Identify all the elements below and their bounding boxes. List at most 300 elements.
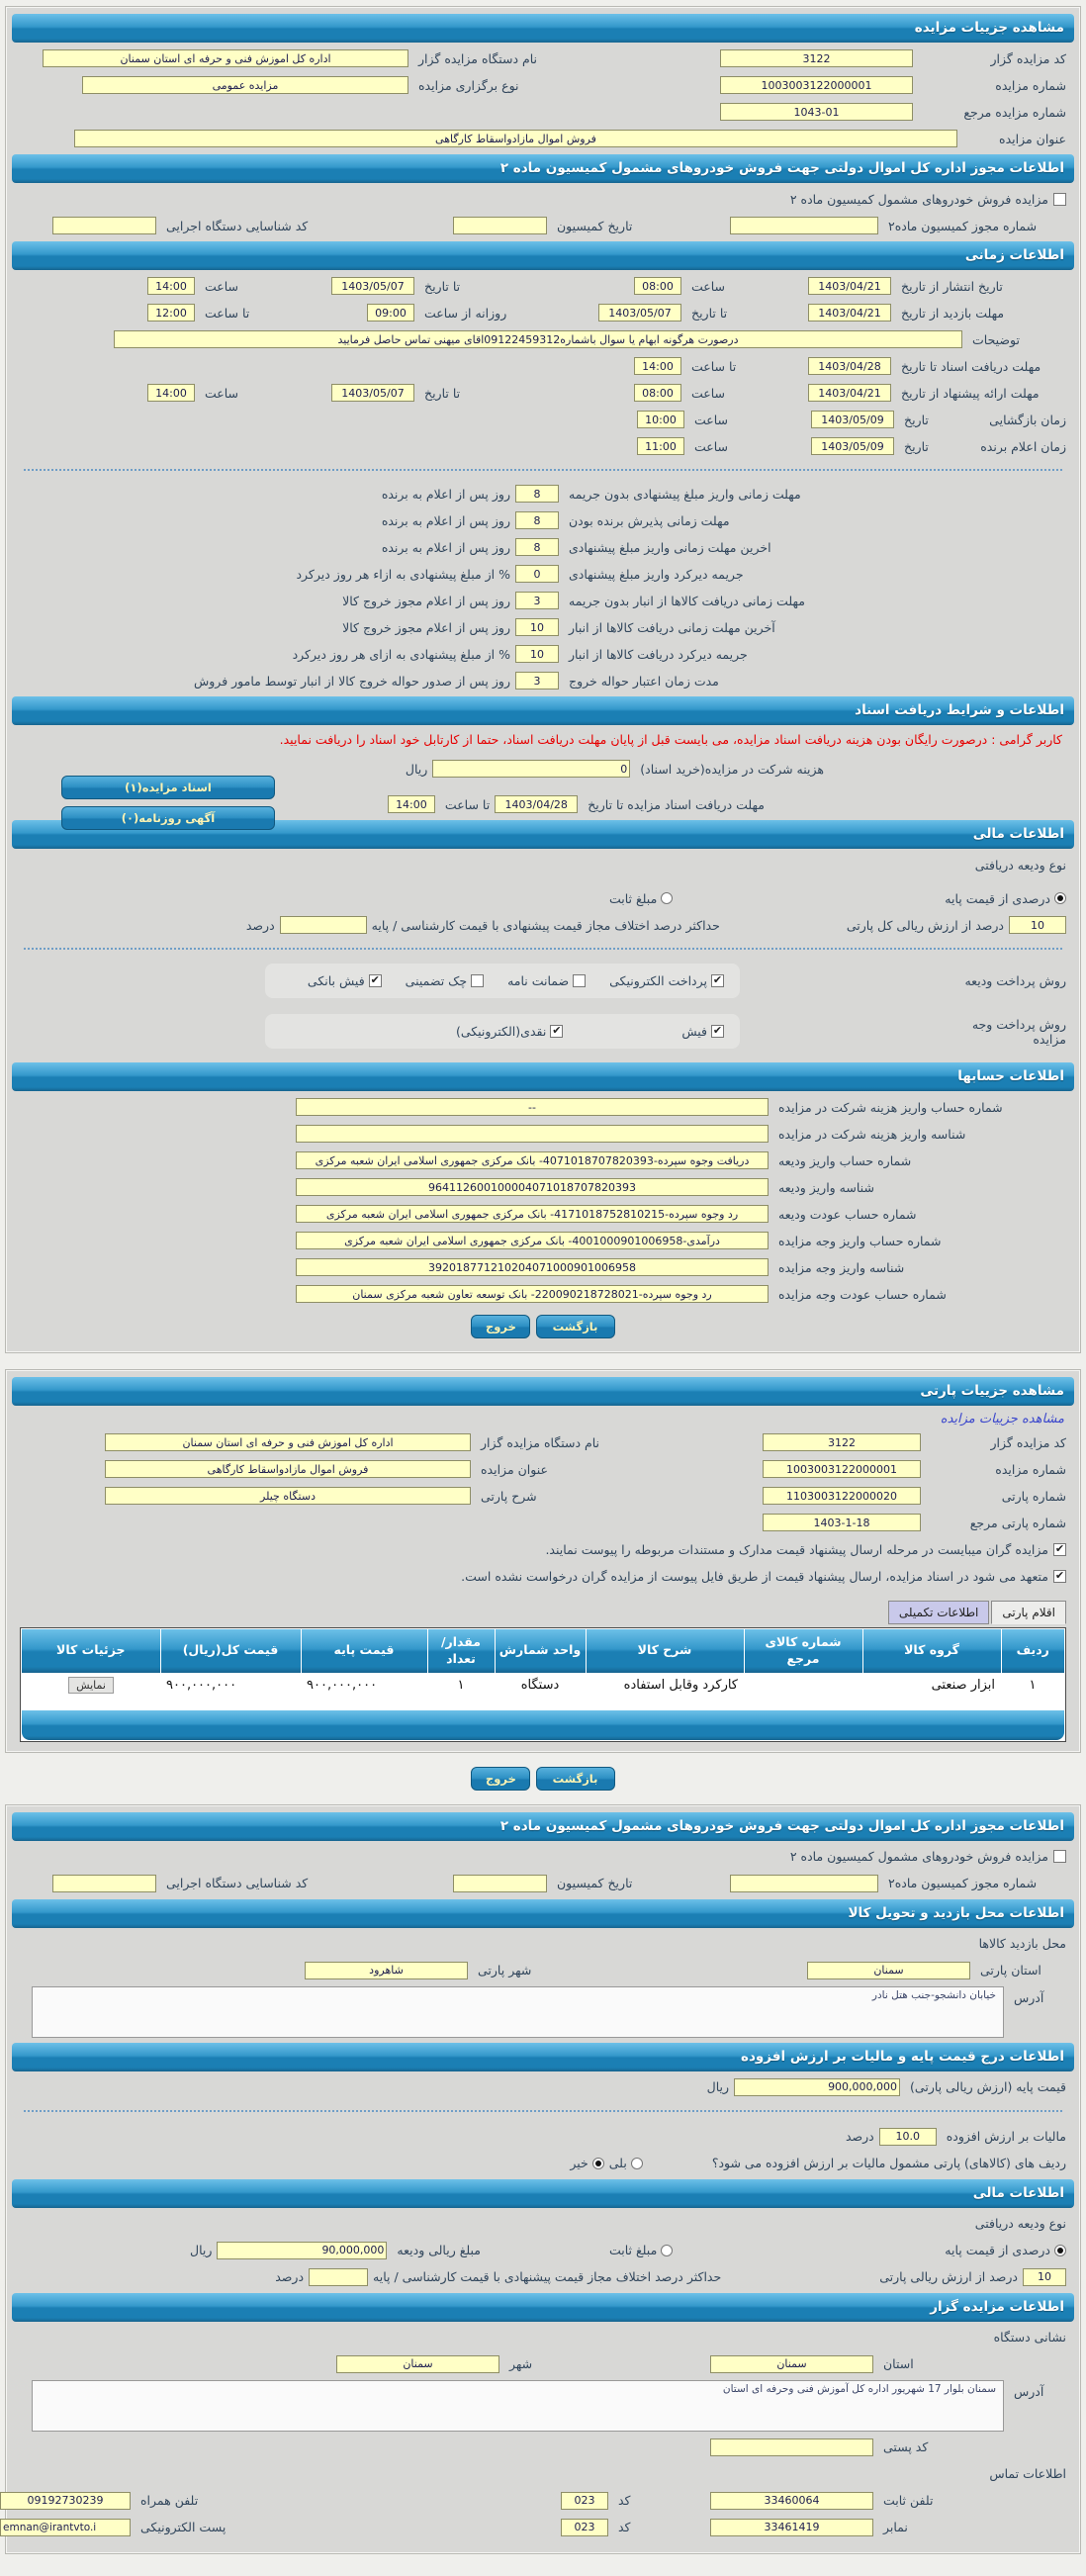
party-details-panel <box>5 1369 1081 1753</box>
vehicle-commission-checkbox[interactable] <box>1053 1850 1066 1863</box>
auction-code-input[interactable] <box>720 49 913 67</box>
to-date-label: تا تاریخ <box>424 278 461 294</box>
account-input[interactable] <box>296 1285 769 1303</box>
account-label: شماره حساب واریز ودیعه <box>778 1152 912 1168</box>
account-input[interactable] <box>296 1258 769 1276</box>
penalty-input[interactable] <box>515 485 559 503</box>
penalty-suffix: % از مبلغ پیشنهادی به ازاء هر روز دیرکرد <box>296 566 510 582</box>
deposit-amount-input[interactable] <box>217 2242 387 2259</box>
winner-time-input[interactable] <box>637 437 684 455</box>
to-date-label: تا تاریخ <box>691 305 728 321</box>
auction-pay-method-group <box>265 1014 740 1049</box>
docs-deadline-label: مهلت دریافت اسناد تا تاریخ <box>901 358 1041 374</box>
commission-no-label: شماره مجوز کمیسیون ماده۲ <box>888 218 1038 233</box>
agency-address-textarea[interactable] <box>32 2380 1004 2432</box>
commission-date-input[interactable] <box>453 1875 547 1892</box>
party-subtitle: مشاهده جزییات مزایده <box>940 1412 1064 1426</box>
cell-total-price: ۹۰۰,۰۰۰,۰۰۰ <box>166 1678 237 1694</box>
auction-ref-input[interactable] <box>720 103 913 121</box>
attach-docs-label: مزایده گران میبایست در مرحله ارسال پیشنهاد قیمت مدارک و مستندات مربوطه را پیوست نمایند. <box>545 1541 1048 1557</box>
party-ref-input[interactable] <box>763 1514 921 1531</box>
penalty-label: اخرین مهلت زمانی واریز مبلغ پیشنهادی <box>569 539 771 555</box>
section-header-base-price-vat: اطلاعات درج قیمت پایه و مالیات بر ارزش افزوده <box>12 2043 1074 2071</box>
visit-to-time-input[interactable] <box>147 304 195 322</box>
contact-info-header: اطلاعات تماس <box>989 2466 1066 2482</box>
visit-from-date-input[interactable] <box>808 304 891 322</box>
rial-unit-label: ریال <box>706 2079 730 2095</box>
account-row <box>20 1150 1066 1171</box>
cash-electronic-checkbox[interactable] <box>550 1025 563 1038</box>
vat-no-label: خیر <box>570 2156 588 2171</box>
auction-title-input[interactable] <box>74 130 957 147</box>
cell-desc: کارکرد وقابل استفاده <box>623 1678 738 1694</box>
max-diff-input[interactable] <box>280 916 367 934</box>
email-field[interactable] <box>0 2519 131 2536</box>
percent-of-base-label: درصدی از قیمت پایه <box>945 890 1050 906</box>
penalty-input[interactable] <box>515 645 559 663</box>
vehicle-commission-label: مزایده فروش خودروهای مشمول کمیسیون ماده ۲ <box>789 191 1048 207</box>
deposit-percent-label: درصد از ارزش ریالی پارتی <box>879 2269 1018 2285</box>
section-header-permit-2: اطلاعات مجوز اداره کل اموال دولتی جهت فروش خودروهای مشمول کمیسیون ماده ۲ <box>12 1812 1074 1841</box>
fixed-amount-label: مبلغ ثابت <box>609 2243 658 2258</box>
party-no-row <box>20 1485 1066 1507</box>
percent-of-base-label: درصدی از قیمت پایه <box>945 2243 1050 2258</box>
hour-label: ساعت <box>694 412 729 427</box>
hour-label: ساعت <box>205 385 239 401</box>
dotted-divider <box>24 948 1062 950</box>
phone-row <box>20 2490 1066 2512</box>
notes-row <box>20 328 1066 350</box>
vat-yes-label: بلی <box>608 2156 627 2171</box>
daily-from-hour-label: روزانه از ساعت <box>424 305 507 321</box>
docs-deadline-date-input[interactable] <box>808 357 891 375</box>
deposit-percent-input[interactable] <box>1009 916 1066 934</box>
section-header-accounts: اطلاعات حسابها <box>12 1062 1074 1091</box>
secured-check-label: چک تضمینی <box>405 973 468 988</box>
penalty-input[interactable] <box>515 618 559 636</box>
agency-address-header: نشانی دستگاه <box>993 2330 1066 2346</box>
to-date-label: تا تاریخ <box>424 385 461 401</box>
notes-input[interactable] <box>114 330 962 348</box>
cell-unit: دستگاه <box>520 1678 560 1694</box>
base-price-row <box>20 2076 1066 2098</box>
penalty-input[interactable] <box>515 672 559 690</box>
tab-additional-info[interactable]: اطلاعات تکمیلی <box>888 1601 989 1624</box>
agency-address-row <box>20 2380 1066 2432</box>
opening-time-input[interactable] <box>637 411 684 428</box>
auction-number-label: شماره مزایده <box>995 77 1066 93</box>
permit2-checkbox-row <box>20 1846 1066 1868</box>
commission-date-label: تاریخ کمیسیون <box>557 218 633 233</box>
penalty-row <box>20 536 989 558</box>
penalty-label: جریمه دیرکرد واریز مبلغ پیشنهادی <box>569 566 744 582</box>
auction-number-input[interactable] <box>720 76 913 94</box>
fax-label: نمابر <box>883 2520 908 2535</box>
auction-number-label: شماره مزایده <box>995 1461 1066 1477</box>
permit-fields-row <box>20 215 1066 236</box>
section-header-auction-details: مشاهده جزییات مزایده <box>12 14 1074 43</box>
vat-input[interactable] <box>879 2128 937 2146</box>
party-city-label: شهر پارتی <box>478 1963 532 1978</box>
no-file-offer-label: متعهد می شود در اسناد مزایده، ارسال پیشنهاد قیمت از طریق فایل پیوست از مزایده گران درخواست نشده است. <box>461 1568 1048 1584</box>
penalty-input[interactable] <box>515 565 559 583</box>
hour-label: ساعت <box>691 278 726 294</box>
penalty-row <box>20 563 989 585</box>
tab-party-items[interactable]: اقلام پارتی <box>991 1601 1066 1624</box>
publish-to-time-input[interactable] <box>147 277 195 295</box>
cell-base-price: ۹۰۰,۰۰۰,۰۰۰ <box>307 1678 378 1694</box>
party-ref-row <box>20 1512 1066 1533</box>
exec-id-input[interactable] <box>52 1875 156 1892</box>
area-code-label: کد <box>618 2520 631 2535</box>
state-label: استان <box>883 2356 914 2372</box>
deposit-type-label: نوع ودیعه دریافتی <box>974 857 1066 873</box>
penalty-label: مدت زمان اعتبار حواله خروج <box>569 673 719 689</box>
auction-pay-method-row <box>20 1014 1066 1049</box>
penalty-suffix: روز پس از اعلام به برنده <box>381 486 510 502</box>
to-hour-label: تا ساعت <box>691 358 737 374</box>
guarantee-label: ضمانت نامه <box>507 973 570 988</box>
docs-deadline-time-input[interactable] <box>634 357 681 375</box>
visit-place-label: محل بازدید کالاها <box>978 1936 1066 1952</box>
winner-announce-label: زمان اعلام برنده <box>980 438 1066 454</box>
max-diff-label: حداکثر درصد اختلاف مجاز قیمت پیشنهادی با قیمت کارشناسی / پایه <box>373 2269 722 2285</box>
hour-label: ساعت <box>205 278 239 294</box>
col-header-desc: شرح کالا <box>586 1629 744 1673</box>
deposit-pay-method-label: روش پرداخت ودیعه <box>964 973 1066 988</box>
penalty-suffix: روز پس از اعلام به برنده <box>381 512 510 528</box>
account-input[interactable] <box>296 1098 769 1116</box>
account-label: شماره حساب عودت وجه مزایده <box>778 1286 947 1302</box>
exit-button[interactable]: خروج <box>471 1315 530 1338</box>
commission-no-input[interactable] <box>730 1875 878 1892</box>
party-items-table <box>20 1627 1066 1742</box>
penalty-input[interactable] <box>515 538 559 556</box>
state-input[interactable] <box>710 2355 873 2373</box>
city-label: شهر <box>509 2356 533 2372</box>
penalty-suffix: % از مبلغ پیشنهادی به ازای هر روز دیرکرد <box>292 646 510 662</box>
penalty-row <box>20 590 989 611</box>
deposit-type-options-row <box>20 887 1066 909</box>
deposit-percent-label: درصد از ارزش ریالی کل پارتی <box>846 917 1004 933</box>
docs-warning-text: کاربر گرامی : درصورت رایگان بودن هزینه دریافت اسناد مزایده، می بایست قبل از پایان مهلت دریافت اسناد، حتما از کارتابل خود اسناد را دریافت نمایید. <box>279 732 1062 747</box>
exec-id-label: کد شناسایی دستگاه اجرایی <box>166 1876 309 1891</box>
section-header-docs: اطلاعات و شرایط دریافت اسناد <box>12 696 1074 725</box>
winner-date-input[interactable] <box>811 437 894 455</box>
col-header-details: جزئیات کالا <box>56 1642 126 1658</box>
max-diff-input[interactable] <box>309 2268 368 2286</box>
section-header-financial-1: اطلاعات مالی <box>12 820 1074 849</box>
fish-checkbox[interactable] <box>711 1025 724 1038</box>
party-auction-title-input[interactable] <box>105 1460 471 1478</box>
party-ref-label: شماره پارتی مرجع <box>969 1515 1066 1530</box>
phone-area-code-input[interactable] <box>561 2492 608 2510</box>
fish-label: فیش <box>681 1024 707 1039</box>
fixed-amount-radio[interactable] <box>661 2245 673 2256</box>
section-header-auctioneer: اطلاعات مزایده گزار <box>12 2293 1074 2322</box>
col-header-row-no: ردیف <box>1001 1629 1064 1673</box>
docs-deadline-row <box>20 355 1066 377</box>
account-label: شناسه واریز وجه مزایده <box>778 1259 905 1275</box>
account-input[interactable] <box>296 1151 769 1169</box>
base-price-label: قیمت پایه (ارزش ریالی پارتی) <box>910 2079 1066 2095</box>
auction-code-label: کد مزایده گزار <box>990 50 1066 66</box>
commission-no-label: شماره مجوز کمیسیون ماده۲ <box>888 1876 1038 1891</box>
address-label: آدرس <box>1014 2383 1044 2399</box>
fixed-amount-radio[interactable] <box>661 892 673 904</box>
penalty-input[interactable] <box>515 511 559 529</box>
visit-from-label: مهلت بازدید از تاریخ <box>901 305 1005 321</box>
party-state-input[interactable] <box>807 1962 970 1979</box>
penalty-label: جریمه دیرکرد دریافت کالاها از انبار <box>569 646 748 662</box>
to-hour-label: تا ساعت <box>205 305 250 321</box>
docs-fee-label: هزینه شرکت در مزایده(خرید اسناد) <box>640 761 824 777</box>
vehicle-commission-checkbox[interactable] <box>1053 193 1066 206</box>
party-desc-input[interactable] <box>105 1487 471 1505</box>
party-number-input[interactable] <box>763 1487 921 1505</box>
auction-code-label: کد مزایده گزار <box>990 1434 1066 1450</box>
vat-percent-row <box>20 2126 1066 2148</box>
penalty-suffix: روز پس از اعلام مجوز خروج کالا <box>342 619 510 635</box>
rial-unit-label: ریال <box>405 761 428 777</box>
docs-fee-input[interactable] <box>432 760 630 778</box>
penalty-label: مهلت زمانی واریز مبلغ پیشنهادی بدون جریمه <box>569 486 801 502</box>
epay-label: پرداخت الکترونیکی <box>609 973 707 988</box>
offer-from-time-input[interactable] <box>634 384 681 402</box>
section-header-location: اطلاعات محل بازدید و تحویل کالا <box>12 1899 1074 1928</box>
permit-checkbox-row <box>20 188 1066 210</box>
mobile-label: تلفن همراه <box>140 2493 199 2509</box>
offer-deadline-row <box>20 382 1066 404</box>
hour-label: ساعت <box>691 385 726 401</box>
auction-code-row <box>20 47 1066 69</box>
party-auction-no-row <box>20 1458 1066 1480</box>
fax-row <box>20 2517 1066 2538</box>
commission-no-input[interactable] <box>730 217 878 234</box>
account-input[interactable] <box>296 1125 769 1143</box>
phone-input[interactable] <box>710 2492 873 2510</box>
account-row <box>20 1096 1066 1118</box>
to-hour-label: تا ساعت <box>444 796 491 812</box>
opening-label: زمان بازگشایی <box>989 412 1066 427</box>
penalty-suffix: روز پس از اعلام به برنده <box>381 539 510 555</box>
party-number-label: شماره پارتی <box>1001 1488 1066 1504</box>
agency-state-city-row <box>20 2353 1066 2375</box>
section-header-timing: اطلاعات زمانی <box>12 241 1074 270</box>
fin2-options-row <box>20 2240 1066 2261</box>
auction-type-label: نوع برگزاری مزایده <box>418 77 519 93</box>
account-label: شماره حساب واریز هزینه شرکت در مزایده <box>778 1099 1003 1115</box>
secured-check-checkbox[interactable] <box>471 974 484 987</box>
party-auction-code-input[interactable] <box>763 1433 921 1451</box>
penalty-row <box>20 643 989 665</box>
notes-label: توضیحات <box>972 331 1020 347</box>
percent-unit-label: درصد <box>245 917 275 933</box>
area-code-label: کد <box>618 2493 631 2509</box>
section-header-financial-2: اطلاعات مالی <box>12 2179 1074 2208</box>
winner-announce-row <box>20 435 1066 457</box>
party-city-input[interactable] <box>305 1962 468 1979</box>
account-label: شماره حساب واریز وجه مزایده <box>778 1233 942 1248</box>
postal-code-label: کد پستی <box>883 2439 929 2455</box>
date-label: تاریخ <box>904 412 929 427</box>
deposit-amount-label: مبلغ ریالی ودیعه <box>397 2243 481 2258</box>
auction-pay-method-label: روش پرداخت وجه مزایده <box>971 1016 1066 1047</box>
account-row <box>20 1203 1066 1225</box>
penalty-row <box>20 509 989 531</box>
account-input[interactable] <box>296 1232 769 1249</box>
agency-name-input[interactable] <box>43 49 408 67</box>
dotted-divider <box>24 469 1062 471</box>
table-footer-bar <box>22 1710 1064 1740</box>
auction-ref-row <box>20 101 1066 123</box>
col-header-total-price: قیمت کل(ریال) <box>160 1629 301 1673</box>
penalty-label: آخرین مهلت زمانی دریافت کالاها از انبار <box>569 619 775 635</box>
auction-ref-label: شماره مزایده مرجع <box>963 104 1066 120</box>
fax-area-code-input[interactable] <box>561 2519 608 2536</box>
docs-deadline-time-input2[interactable] <box>388 795 435 813</box>
email-label: پست الکترونیکی <box>140 2520 226 2535</box>
offer-to-time-input[interactable] <box>147 384 195 402</box>
table-row <box>22 1673 1064 1699</box>
percent-unit-label: درصد <box>275 2269 305 2285</box>
base-price-input[interactable] <box>734 2078 900 2096</box>
hour-label: ساعت <box>694 438 729 454</box>
newspaper-ad-button[interactable]: آگهی روزنامه(۰) <box>61 806 275 830</box>
cell-row-no: ۱ <box>1029 1678 1037 1694</box>
col-header-ref-no: شماره کالای مرجع <box>744 1629 862 1673</box>
vat-question-label: ردیف های (کالاهای) پارتی مشمول مالیات بر ارزش افزوده می شود؟ <box>711 2156 1066 2171</box>
city-input[interactable] <box>336 2355 499 2373</box>
penalty-row <box>20 616 989 638</box>
back-button[interactable]: بازگشت <box>536 1315 615 1338</box>
party-agency-input[interactable] <box>105 1433 471 1451</box>
publish-to-date-input[interactable] <box>331 277 414 295</box>
vat-no-radio[interactable] <box>592 2158 604 2169</box>
bank-slip-checkbox[interactable] <box>369 974 382 987</box>
account-input[interactable] <box>296 1205 769 1223</box>
offer-to-date-input[interactable] <box>331 384 414 402</box>
attach-docs-checkbox[interactable] <box>1053 1543 1066 1556</box>
account-row <box>20 1123 1066 1145</box>
penalty-suffix: روز پس از اعلام مجوز خروج کالا <box>342 593 510 608</box>
cell-qty: ۱ <box>457 1678 465 1694</box>
publish-from-label: تاریخ انتشار از تاریخ <box>901 278 1003 294</box>
penalty-row <box>20 483 989 505</box>
offer-from-label: مهلت ارائه پیشنهاد از تاریخ <box>901 385 1040 401</box>
section-header-party-details: مشاهده جزییات پارتی <box>12 1377 1074 1406</box>
deposit-percent-row <box>20 914 1066 936</box>
opening-time-row <box>20 409 1066 430</box>
publish-from-date-input[interactable] <box>808 277 891 295</box>
auction-title-label: عنوان مزایده <box>481 1461 548 1477</box>
fax-input[interactable] <box>710 2519 873 2536</box>
mobile-input[interactable] <box>0 2492 131 2510</box>
party-tabs <box>20 1601 1066 1624</box>
publish-date-row <box>20 275 1066 297</box>
exec-id-label: کد شناسایی دستگاه اجرایی <box>166 218 309 233</box>
visit-from-time-input[interactable] <box>367 304 414 322</box>
exec-id-input[interactable] <box>52 217 156 234</box>
col-header-group: گروه کالا <box>862 1629 1001 1673</box>
party-desc-label: شرح پارتی <box>481 1488 537 1504</box>
col-header-base-price: قیمت پایه <box>301 1629 427 1673</box>
guarantee-checkbox[interactable] <box>573 974 586 987</box>
date-label: تاریخ <box>904 438 929 454</box>
back-button[interactable]: بازگشت <box>536 1767 615 1791</box>
auction-type-input[interactable] <box>82 76 408 94</box>
deposit-percent-input[interactable] <box>1023 2268 1066 2286</box>
party-state-city-row <box>20 1960 1066 1981</box>
penalty-row <box>20 670 989 691</box>
account-input[interactable] <box>296 1178 769 1196</box>
postal-code-row <box>20 2437 1066 2458</box>
account-row <box>20 1230 1066 1251</box>
rial-unit-label: ریال <box>190 2243 213 2258</box>
vehicle-commission-label: مزایده فروش خودروهای مشمول کمیسیون ماده ۲ <box>789 1849 1048 1865</box>
docs-deadline-label2: مهلت دریافت اسناد مزایده تا تاریخ <box>588 796 765 812</box>
epay-checkbox[interactable] <box>711 974 724 987</box>
offer-from-date-input[interactable] <box>808 384 891 402</box>
commission-date-input[interactable] <box>453 217 547 234</box>
party-extra-panel <box>5 1804 1081 2554</box>
account-row <box>20 1176 1066 1198</box>
auction-docs-button[interactable]: اسناد مزایده(۱) <box>61 776 275 799</box>
percent-of-base-radio[interactable] <box>1054 2245 1066 2256</box>
account-row <box>20 1256 1066 1278</box>
percent-unit-label: درصد <box>845 2129 874 2145</box>
auction-title-row <box>20 128 1066 149</box>
vat-question-row <box>20 2153 1066 2174</box>
docs-deadline-date-input2[interactable] <box>495 795 578 813</box>
percent-of-base-radio[interactable] <box>1054 892 1066 904</box>
party-address-textarea[interactable] <box>32 1986 1004 2038</box>
agency-name-label: نام دستگاه مزایده گزار <box>481 1434 600 1450</box>
vat-yes-radio[interactable] <box>631 2158 643 2169</box>
postal-code-input[interactable] <box>710 2438 873 2456</box>
party-checkbox-row-1 <box>20 1538 1066 1560</box>
party-auction-code-row <box>20 1431 1066 1453</box>
penalty-input[interactable] <box>515 592 559 609</box>
address-label: آدرس <box>1014 1989 1044 2005</box>
exit-button[interactable]: خروج <box>471 1767 530 1791</box>
account-row <box>20 1283 1066 1305</box>
col-header-unit: واحد شمارش <box>495 1629 586 1673</box>
bank-slip-label: فیش بانکی <box>307 973 365 988</box>
dotted-divider <box>24 2110 1062 2112</box>
phone-label: تلفن ثابت <box>883 2493 934 2509</box>
deposit-pay-method-row <box>20 964 1066 998</box>
penalty-label: مهلت زمانی پذیرش برنده بودن <box>569 512 730 528</box>
visit-to-date-input[interactable] <box>598 304 681 322</box>
show-details-button[interactable]: نمایش <box>68 1677 114 1694</box>
opening-date-input[interactable] <box>811 411 894 428</box>
penalty-suffix: روز پس از صدور حواله خروج کالا از انبار توسط مامور فروش <box>194 673 510 689</box>
auction-number-row <box>20 74 1066 96</box>
no-file-offer-checkbox[interactable] <box>1053 1570 1066 1583</box>
vat-label: مالیات بر ارزش افزوده <box>946 2129 1066 2145</box>
cell-group: ابزار صنعتی <box>931 1678 995 1694</box>
section-header-permit: اطلاعات مجوز اداره کل اموال دولتی جهت فروش خودروهای مشمول کمیسیون ماده ۲ <box>12 154 1074 183</box>
account-label: شناسه واریز هزینه شرکت در مزایده <box>778 1126 966 1142</box>
cell-ref-no <box>744 1673 862 1699</box>
auction-details-panel <box>5 6 1081 1353</box>
party-auction-no-input[interactable] <box>763 1460 921 1478</box>
visit-date-row <box>20 302 1066 323</box>
auction-title-label: عنوان مزایده <box>999 131 1066 146</box>
publish-from-time-input[interactable] <box>634 277 681 295</box>
deposit-pay-method-group <box>265 964 740 998</box>
